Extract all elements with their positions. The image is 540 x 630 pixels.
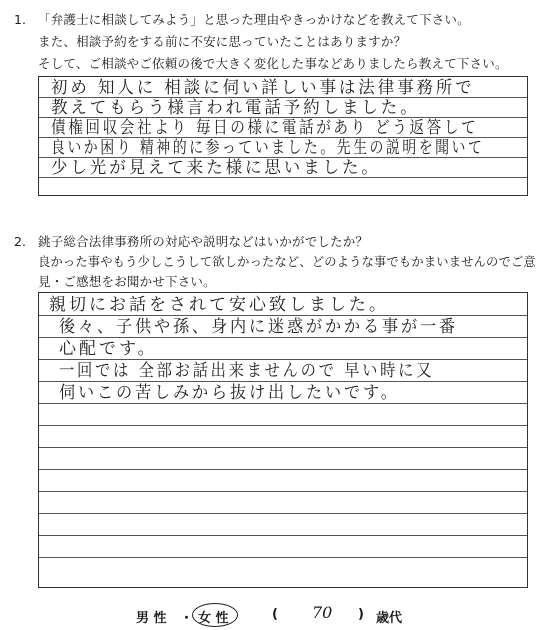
question-2-line-1: 銚子総合法律事務所の対応や説明などはいかがでしたか？ bbox=[38, 234, 369, 249]
question-1-line-1: 「弁護士に相談してみよう」と思った理由やきっかけなどを教えて下さい。 bbox=[38, 12, 470, 27]
age-value: 70 bbox=[312, 603, 333, 622]
handwritten-answer-2-line-5: 伺いこの苦しみから抜け出したいです。 bbox=[59, 383, 400, 403]
age-paren-open: ( bbox=[272, 607, 278, 622]
ruled-line bbox=[39, 359, 527, 360]
question-1-line-3: そして、ご相談やご依頼の後で大きく変化した事などありましたら教えて下さい。 bbox=[38, 56, 508, 71]
ruled-line bbox=[39, 403, 527, 404]
ruled-line bbox=[39, 513, 527, 514]
gender-male-label: 男 性 bbox=[136, 611, 167, 626]
handwritten-answer-1-line-1: 初め 知人に 相談に伺い詳しい事は法律事務所で bbox=[51, 78, 475, 98]
ruled-line bbox=[39, 447, 527, 448]
question-2-line-3: 見・ご感想をお聞かせ下さい。 bbox=[38, 274, 216, 289]
ruled-line bbox=[39, 491, 527, 492]
question-1-number: 1. bbox=[14, 12, 26, 27]
ruled-line bbox=[39, 557, 527, 558]
ruled-line bbox=[39, 469, 527, 470]
ruled-line bbox=[39, 535, 527, 536]
ruled-line bbox=[39, 337, 527, 338]
female-selected-circle bbox=[192, 603, 238, 627]
answer-box-2 bbox=[38, 292, 528, 588]
handwritten-answer-1-line-5: 少し光が見えて来た様に思いました。 bbox=[51, 158, 381, 178]
question-2-number: 2. bbox=[14, 234, 26, 249]
ruled-line bbox=[39, 381, 527, 382]
answer-box-1 bbox=[38, 76, 528, 196]
handwritten-answer-2-line-4: 一回では 全部お話出来ませんので 早い時に又 bbox=[59, 361, 435, 381]
handwritten-answer-2-line-1: 親切にお話をされて安心致しました。 bbox=[49, 295, 389, 315]
handwritten-answer-1-line-4: 良いか困り 精神的に参っていました。先生の説明を聞いて bbox=[51, 138, 485, 158]
handwritten-answer-1-line-3: 債権回収会社より 毎日の様に電話があり どう返答して bbox=[51, 118, 479, 138]
handwritten-answer-2-line-2: 後々、子供や孫、身内に迷惑がかかる事が一番 bbox=[59, 317, 458, 337]
handwritten-answer-1-line-2: 教えてもらう様言われ電話予約しました。 bbox=[51, 98, 420, 118]
respondent-info bbox=[0, 604, 540, 626]
gender-separator: ・ bbox=[180, 611, 194, 626]
handwritten-answer-2-line-3: 心配です。 bbox=[59, 339, 158, 359]
gender-female-label: 女 性 bbox=[198, 611, 229, 626]
question-2-line-2: 良かった事やもう少しこうして欲しかったなど、どのような事でもかまいませんのでご意 bbox=[38, 254, 536, 269]
ruled-line bbox=[39, 315, 527, 316]
age-suffix-label: 歳代 bbox=[376, 611, 403, 626]
age-paren-close: ) bbox=[358, 607, 364, 622]
question-1-line-2: また、相談予約をする前に不安に思っていたことはありますか？ bbox=[38, 34, 407, 49]
ruled-line bbox=[39, 425, 527, 426]
